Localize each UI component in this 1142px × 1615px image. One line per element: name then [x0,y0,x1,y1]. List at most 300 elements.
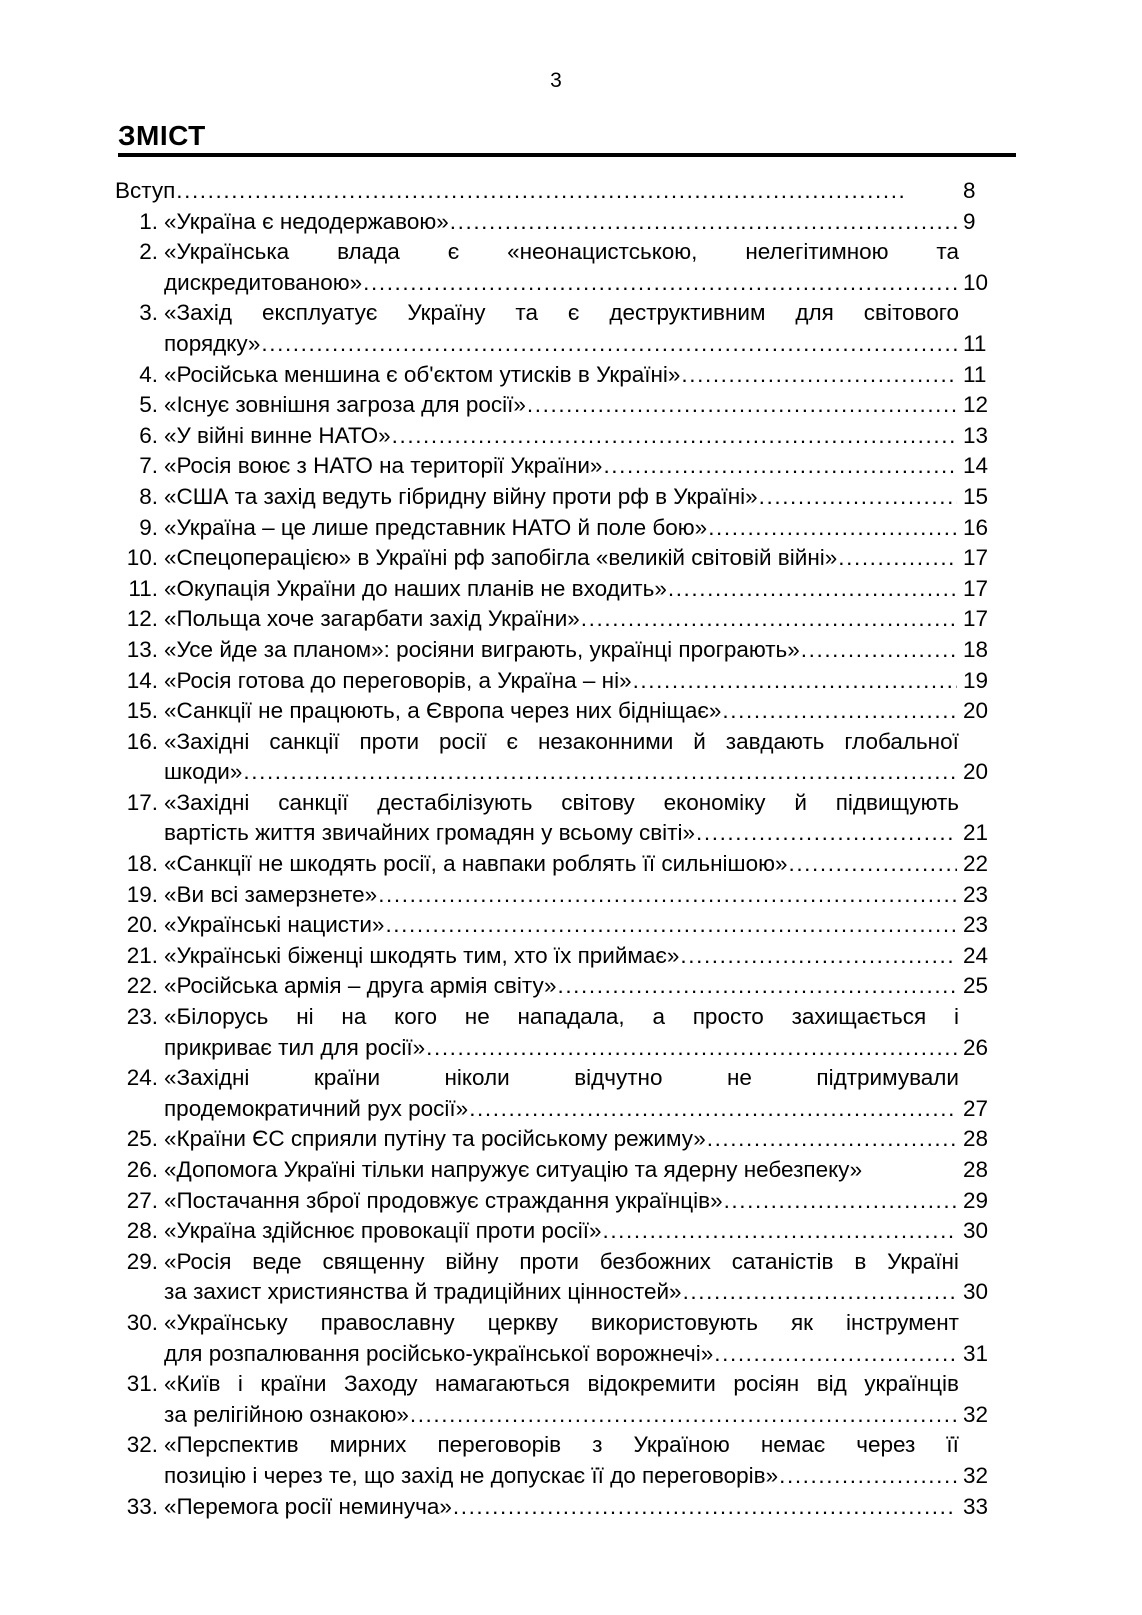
toc-entry-line [164,788,959,819]
toc-page-number: 29 [963,1187,989,1213]
dot-leader [680,941,957,972]
toc-entry-line [115,176,910,207]
toc-entry-word: деструктивним [609,300,766,326]
toc-entry-word: Україні [887,1248,959,1274]
toc-page-number: 10 [963,269,989,295]
page-folio-number: 3 [550,69,562,92]
toc-entry-title [164,1492,959,1523]
toc-entry-text: «Перемога росії неминуча» [164,1493,452,1519]
toc-entry-row[interactable] [0,574,1142,605]
toc-entry-row[interactable] [0,1369,1142,1430]
dot-leader [581,604,957,635]
toc-entry-title [164,635,959,666]
dot-leader [788,849,957,880]
toc-entry-row[interactable] [0,1216,1142,1247]
toc-entry-word: відокремити [587,1371,716,1397]
toc-entry-word: росіян [733,1371,800,1397]
toc-entry-line [164,849,959,880]
toc-entry-text: прикриває тил для росії» [164,1034,426,1060]
toc-entry-number: 30. [126,1309,158,1335]
toc-entry-title [164,1247,959,1308]
toc-page-number: 25 [963,973,989,999]
toc-entry-row[interactable] [0,635,1142,666]
dot-leader [453,1492,957,1523]
toc-page-number: 20 [963,698,989,724]
toc-entry-title [164,207,959,238]
dot-leader [707,1124,957,1155]
toc-entry-row[interactable] [0,1492,1142,1523]
heading-divider-rule [118,153,1016,157]
toc-entry-line [164,818,959,849]
toc-entry-line [164,513,959,544]
toc-entry-number: 25. [126,1126,158,1152]
toc-entry-word: світову [561,789,635,815]
toc-entry-line [164,329,959,360]
toc-entry-text: вартість життя звичайних громадян у всьому світі» [164,820,696,846]
toc-entry-text: «США та захід ведуть гібридну війну проти рф в Україні» [164,483,758,509]
toc-entry-title [164,1430,959,1491]
toc-entry-row[interactable] [0,451,1142,482]
dot-leader [378,880,957,911]
toc-page-number: 23 [963,881,989,907]
toc-entry-title [164,543,959,574]
toc-entry-line [164,1124,959,1155]
toc-entry-line [164,1002,959,1033]
dot-leader [801,635,957,666]
toc-entry-line [164,666,959,697]
toc-entry-line [164,1216,959,1247]
toc-page-number: 28 [963,1157,989,1182]
dot-leader [602,1216,957,1247]
toc-entry-number: 9. [139,514,158,540]
toc-entry-word: захищається [791,1004,927,1030]
toc-entry-row[interactable] [0,1430,1142,1491]
toc-entry-line [164,880,959,911]
toc-page-number: 14 [963,453,989,479]
toc-entry-row[interactable] [0,971,1142,1002]
toc-page-number: 18 [963,636,989,662]
toc-entry-title [115,176,910,207]
toc-entry-word: інструмент [846,1309,959,1335]
toc-page-number: 20 [963,759,989,785]
toc-entry-text: «Постачання зброї продовжує страждання українців» [164,1187,723,1213]
toc-entry-line [164,1277,959,1308]
toc-entry-number: 1. [139,208,158,234]
toc-entry-word: «Західні [164,789,250,815]
toc-entry-title [164,941,959,972]
toc-entry-text: «Ви всі замерзнете» [164,881,378,907]
toc-entry-text: «Російська армія – друга армія світу» [164,973,557,999]
dot-leader [683,1277,957,1308]
toc-entry-word: проти [519,1248,579,1274]
toc-entry-number: 10. [126,545,158,571]
toc-entry-number: 4. [139,361,158,387]
toc-entry-word: нападала, [517,1004,625,1030]
toc-page-number: 11 [963,330,987,356]
toc-entry-word: й [794,789,807,815]
toc-entry-text: «Усе йде за планом»: росіяни виграють, українці програють» [164,636,800,662]
toc-entry-row[interactable] [0,298,1142,359]
toc-entry-text: Вступ [115,178,176,203]
toc-entry-line [164,1308,959,1339]
dot-leader [708,513,957,544]
toc-entry-row[interactable] [0,513,1142,544]
toc-entry-title [164,1308,959,1369]
toc-entry-number: 26. [126,1157,158,1182]
toc-page-number: 33 [963,1493,989,1519]
toc-entry-word: незаконними [537,728,674,754]
dot-leader [385,910,957,941]
toc-entry-line [164,543,959,574]
toc-entry-word: а [652,1004,665,1030]
toc-entry-text: «Існує зовнішня загроза для росії» [164,392,526,418]
toc-entry-number: 22. [126,973,158,999]
toc-entry-row[interactable] [0,482,1142,513]
toc-entry-number: 23. [126,1004,158,1030]
toc-entry-line [164,1369,959,1400]
toc-entry-row[interactable] [0,880,1142,911]
toc-entry-number: 6. [139,422,158,448]
toc-entry-word: сатаністів [731,1248,834,1274]
dot-leader [469,1094,957,1125]
toc-page-number: 27 [963,1095,989,1121]
toc-entry-word: «Українську [164,1309,288,1335]
toc-entry-title [164,574,959,605]
toc-entry-row[interactable] [0,1063,1142,1124]
toc-entry-word: світового [863,300,959,326]
toc-entry-row[interactable] [0,1002,1142,1063]
dot-leader [724,1186,957,1217]
toc-entry-word: як [791,1309,814,1335]
toc-entry-line [164,696,959,727]
toc-entry-text: за захист християнства й традиційних цінностей» [164,1279,682,1305]
toc-entry-word: не [464,1004,490,1030]
toc-entry-title [164,1002,959,1063]
toc-entry-row[interactable] [0,543,1142,574]
toc-entry-line [164,1094,959,1125]
toc-intro-row[interactable] [0,176,1142,207]
toc-entry-word: для [795,300,834,326]
toc-entry-word: підтримували [816,1065,959,1091]
dot-leader [759,482,957,513]
toc-entry-word: ніколи [444,1065,510,1091]
toc-entry-text: позицію і через те, що захід не допускає її до переговорів» [164,1462,779,1488]
toc-entry-row[interactable] [0,1155,1142,1186]
toc-entry-word: на [341,1004,367,1030]
toc-entry-number: 2. [139,239,158,265]
toc-entry-line [164,1339,959,1370]
toc-entry-title [164,788,959,849]
toc-page-number: 31 [963,1340,989,1366]
toc-entry-text: «Росія воює з НАТО на території України» [164,453,603,479]
toc-entry-number: 20. [126,912,158,938]
toc-entry-word: її [946,1432,959,1458]
toc-entry-title [164,1186,959,1217]
toc-page-number: 32 [963,1462,989,1488]
toc-entry-word: і [237,1371,243,1397]
toc-entry-word: мирних [329,1432,407,1458]
toc-page-number: 21 [963,820,989,846]
toc-page-number: 16 [963,514,989,540]
toc-entry-number: 7. [139,453,158,479]
toc-page-number: 28 [963,1126,989,1152]
dot-leader [450,207,957,238]
toc-page-number: 15 [963,483,989,509]
toc-entry-line [164,1186,959,1217]
toc-entry-row[interactable] [0,910,1142,941]
toc-entry-word: безбожних [599,1248,711,1274]
toc-entry-word: Україною [633,1432,730,1458]
toc-entry-word: і [953,1004,959,1030]
dot-leader [668,574,957,605]
toc-entry-word: нелегітимною [745,239,889,265]
toc-page-number: 24 [963,942,989,968]
toc-entry-title [164,482,959,513]
toc-entry-text: «Україна – це лише представник НАТО й поле бою» [164,514,708,540]
dot-leader [838,543,957,574]
toc-entry-word: країни [260,1371,327,1397]
toc-entry-text: порядку» [164,330,261,356]
toc-page-number: 32 [963,1401,989,1427]
toc-entry-line [164,1063,959,1094]
dot-leader [243,757,957,788]
toc-entry-number: 17. [126,789,158,815]
toc-entry-title [164,1063,959,1124]
toc-entry-row[interactable] [0,237,1142,298]
toc-entry-title [164,880,959,911]
toc-entry-word: проти [359,728,420,754]
toc-entry-title [164,1216,959,1247]
toc-entry-text: за релігійною ознакою» [164,1401,409,1427]
toc-entry-row[interactable] [0,1124,1142,1155]
toc-entry-title [164,390,959,421]
toc-entry-row[interactable] [0,849,1142,880]
dot-leader [363,268,957,299]
toc-entry-row[interactable] [0,421,1142,452]
toc-entry-word: ні [296,1004,314,1030]
toc-entry-word: від [816,1371,847,1397]
toc-page-number: 17 [963,606,989,632]
toc-entry-text: «Санкції не працюють, а Європа через них бідніщає» [164,698,722,724]
toc-entry-number: 28. [126,1218,158,1244]
toc-entry-title [164,451,959,482]
toc-entry-text: «Країни ЄС сприяли путіну та російському режиму» [164,1126,706,1152]
toc-page-number: 17 [963,575,989,601]
toc-entry-title [164,727,959,788]
toc-entry-number: 11. [128,575,158,601]
toc-entry-number: 31. [126,1371,158,1397]
toc-entry-line [164,1155,959,1186]
toc-entry-number: 12. [126,606,158,632]
toc-entry-text: «Росія готова до переговорів, а Україна – ні» [164,667,632,693]
toc-entry-row[interactable] [0,788,1142,849]
toc-entry-word: дестабілізують [377,789,533,815]
table-of-contents [0,176,1142,1522]
toc-entry-line [164,1400,959,1431]
contents-heading-block [118,121,1016,157]
dot-leader [557,971,957,1002]
toc-entry-word: «Західні [164,728,250,754]
toc-entry-word: є [567,300,580,326]
toc-entry-word: немає [760,1432,826,1458]
toc-entry-number: 18. [126,851,158,877]
toc-entry-text: шкоди» [164,759,243,785]
dot-leader [410,1400,957,1431]
page-title: ЗМІСТ [118,120,206,151]
toc-entry-word: є [447,239,460,265]
toc-entry-number: 19. [126,881,158,907]
dot-leader [779,1461,957,1492]
toc-entry-row[interactable] [0,696,1142,727]
toc-entry-row[interactable] [0,207,1142,238]
toc-entry-word: православну [320,1309,455,1335]
toc-entry-word: санкції [269,728,340,754]
toc-entry-number: 29. [126,1248,158,1274]
toc-entry-line [164,1033,959,1064]
toc-entry-line [164,1430,959,1461]
toc-page-number: 8 [963,178,976,203]
toc-entry-line [164,604,959,635]
toc-entry-line [164,390,959,421]
toc-entry-text: «Польща хоче загарбати захід України» [164,606,580,632]
toc-entry-row[interactable] [0,727,1142,788]
toc-entry-row[interactable] [0,390,1142,421]
toc-page-number: 26 [963,1034,989,1060]
toc-entry-number: 8. [139,483,158,509]
toc-entry-line [164,1247,959,1278]
toc-entry-word: в [854,1248,867,1274]
toc-entry-text: для розпалювання російсько-української ворожнечі» [164,1340,714,1366]
toc-entry-word: «Білорусь [164,1004,269,1030]
dot-leader [527,390,957,421]
toc-entry-title [164,666,959,697]
toc-entry-word: влада [337,239,400,265]
toc-entry-word: відчутно [574,1065,663,1091]
dot-leader [261,329,957,360]
toc-entry-row[interactable] [0,360,1142,391]
toc-entry-line [164,1492,959,1523]
toc-entry-line [164,941,959,972]
toc-page-number: 12 [963,392,989,418]
dot-leader [681,360,957,391]
toc-entry-text: «Допомога Україні тільки напружує ситуацію та ядерну небезпеку» [164,1157,863,1182]
dot-leader [426,1033,957,1064]
toc-entry-title [164,1369,959,1430]
toc-entry-word: намагаються [434,1371,570,1397]
toc-entry-word: й [693,728,706,754]
toc-page-number: 13 [963,422,989,448]
toc-entry-word: глобальної [844,728,959,754]
dot-leader [722,696,957,727]
toc-entry-word: кого [394,1004,437,1030]
toc-entry-word: не [726,1065,752,1091]
toc-entry-text: продемократичний рух росії» [164,1095,469,1121]
toc-entry-title [164,513,959,544]
toc-entry-text: «Російська меншина є об'єктом утисків в Україні» [164,361,681,387]
toc-entry-text: «Українські нацисти» [164,912,385,938]
toc-entry-word: є [506,728,519,754]
toc-entry-text: дискредитованою» [164,269,363,295]
toc-entry-line [164,635,959,666]
toc-entry-line [164,910,959,941]
toc-entry-word: просто [692,1004,764,1030]
toc-entry-line [164,482,959,513]
toc-entry-word: через [856,1432,916,1458]
toc-entry-word: підвищують [835,789,959,815]
toc-entry-row[interactable] [0,666,1142,697]
toc-entry-word: Заходу [343,1371,418,1397]
toc-entry-line [164,971,959,1002]
toc-entry-row[interactable] [0,1308,1142,1369]
toc-page-number: 30 [963,1279,989,1305]
toc-entry-number: 32. [126,1432,158,1458]
dot-leader [633,666,957,697]
dot-leader [696,818,957,849]
toc-entry-word: з [592,1432,603,1458]
toc-page-number: 17 [963,545,989,571]
toc-entry-row[interactable] [0,941,1142,972]
toc-page-number: 30 [963,1218,989,1244]
dot-leader [176,176,908,207]
toc-entry-word: використовують [590,1309,758,1335]
toc-entry-word: українців [864,1371,959,1397]
toc-entry-word: та [515,300,538,326]
dot-leader [714,1339,957,1370]
toc-page-number: 22 [963,851,989,877]
toc-entry-word: країни [313,1065,381,1091]
toc-entry-title [164,421,959,452]
toc-entry-title [164,696,959,727]
toc-entry-number: 24. [126,1065,158,1091]
toc-entry-word: церкву [487,1309,558,1335]
toc-entry-number: 3. [139,300,158,326]
toc-entry-row[interactable] [0,1247,1142,1308]
toc-entry-title [164,849,959,880]
toc-entry-title [164,1155,959,1186]
toc-entry-row[interactable] [0,604,1142,635]
toc-entry-title [164,971,959,1002]
toc-page-number: 11 [963,361,987,387]
toc-entry-text: «Окупація України до наших планів не входить» [164,575,667,601]
toc-entry-number: 5. [139,392,158,418]
toc-entry-word: та [936,239,959,265]
toc-entry-word: росії [439,728,487,754]
toc-entry-line [164,360,959,391]
toc-entry-title [164,298,959,359]
toc-page-number: 23 [963,912,989,938]
toc-entry-text: «Санкції не шкодять росії, а навпаки роблять її сильнішою» [164,851,788,877]
toc-page-number: 9 [963,208,976,234]
toc-entry-word: «неонацистською, [507,239,698,265]
toc-entry-word: «Росія [164,1248,232,1274]
toc-entry-line [164,727,959,758]
dot-leader [603,451,957,482]
toc-entry-text: «Україна здійснює провокації проти росії» [164,1218,602,1244]
toc-entry-line [164,268,959,299]
dot-leader [392,421,957,452]
toc-entry-line [164,451,959,482]
toc-entry-line [164,757,959,788]
toc-entry-text: «У війні винне НАТО» [164,422,391,448]
toc-entry-text: «Україна є недодержавою» [164,208,449,234]
toc-entry-word: Україну [407,300,486,326]
toc-entry-text: «Українські біженці шкодять тим, хто їх приймає» [164,942,680,968]
toc-entry-word: завдають [725,728,825,754]
toc-entry-line [164,1461,959,1492]
toc-entry-word: війну [445,1248,499,1274]
toc-entry-line [164,421,959,452]
toc-entry-row[interactable] [0,1186,1142,1217]
